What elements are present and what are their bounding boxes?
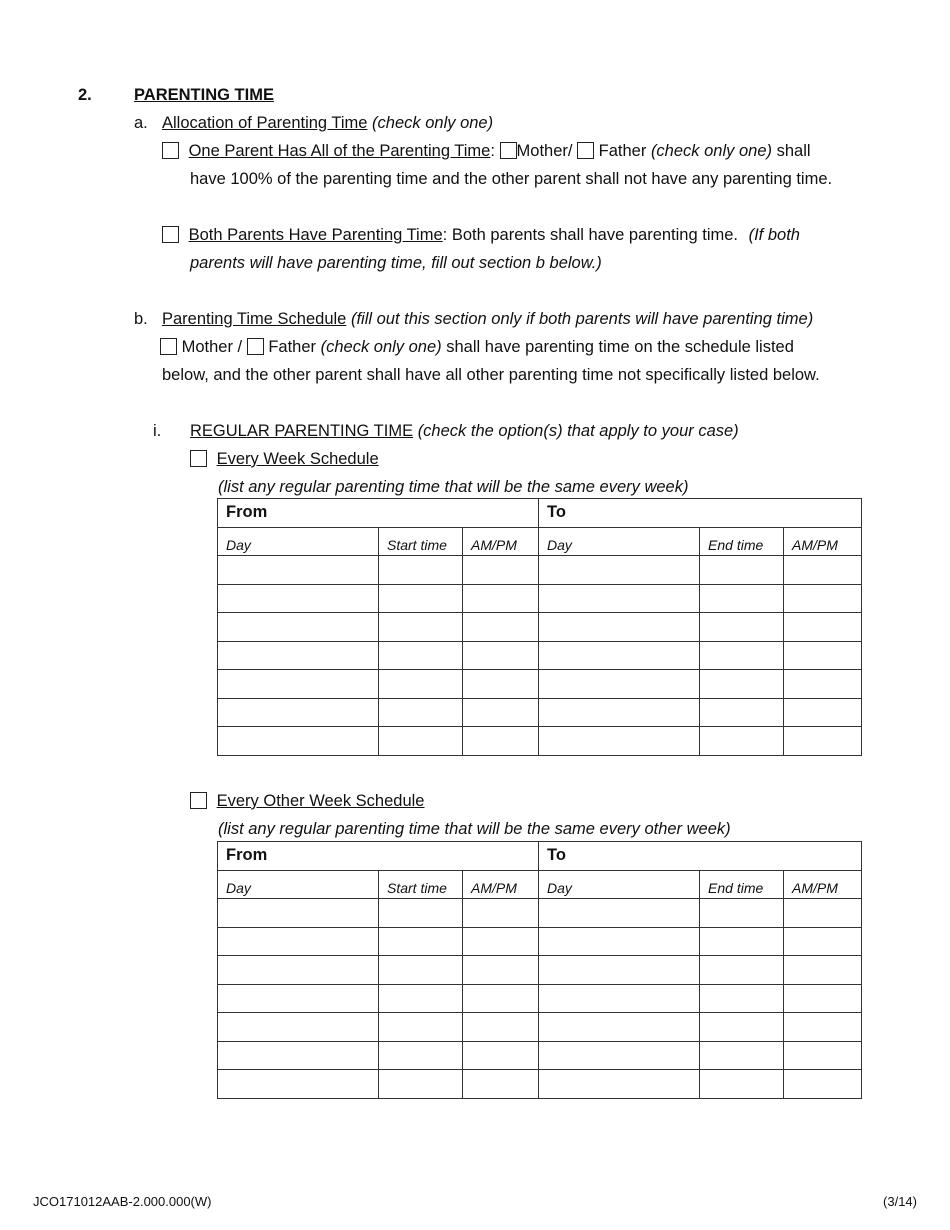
- every-week-checkbox[interactable]: [190, 450, 207, 467]
- col-start-time: Start time: [379, 870, 463, 899]
- section-number: 2.: [78, 86, 92, 104]
- table-cell-input[interactable]: [379, 1070, 463, 1099]
- table-row: [218, 727, 862, 756]
- table-cell-input[interactable]: [784, 613, 862, 642]
- one-parent-tail: shall: [776, 142, 811, 160]
- both-parents-title: Both Parents Have Parenting Time: [188, 226, 443, 244]
- col-end-time: End time: [700, 870, 784, 899]
- table-row: [218, 670, 862, 699]
- col-day: Day: [218, 527, 379, 556]
- schedule-mother-label: Mother /: [181, 338, 243, 356]
- col-day: Day: [218, 870, 379, 899]
- schedule-mother-checkbox[interactable]: [160, 338, 177, 355]
- schedule-tail: shall have parenting time on the schedule listed: [446, 338, 794, 356]
- every-week-title: Every Week Schedule: [216, 450, 379, 468]
- col-start-time: Start time: [379, 527, 463, 556]
- table-row: [218, 698, 862, 727]
- table-cell-input[interactable]: [463, 584, 539, 613]
- table-cell-input[interactable]: [700, 670, 784, 699]
- every-other-week-title: Every Other Week Schedule: [216, 792, 425, 810]
- schedule-father-label: Father: [268, 338, 316, 356]
- table-cell-input[interactable]: [539, 698, 700, 727]
- schedule-line2: below, and the other parent shall have all other parenting time not specifically listed below.: [162, 366, 820, 384]
- table-cell-input[interactable]: [700, 927, 784, 956]
- table-cell-input[interactable]: [700, 613, 784, 642]
- every-week-table: [217, 498, 862, 756]
- table-cell-input[interactable]: [218, 1013, 379, 1042]
- table-cell-input[interactable]: [700, 698, 784, 727]
- table-cell-input[interactable]: [463, 727, 539, 756]
- table-row: [218, 927, 862, 956]
- table-cell-input[interactable]: [784, 727, 862, 756]
- page-number: (3/14): [883, 1194, 917, 1209]
- every-week-note: (list any regular parenting time that will be the same every week): [218, 478, 689, 496]
- table-row: [218, 641, 862, 670]
- table-row: [218, 1013, 862, 1042]
- table-cell-input[interactable]: [539, 956, 700, 985]
- section-title: PARENTING TIME: [134, 86, 274, 104]
- one-parent-note: (check only one): [650, 142, 772, 160]
- one-parent-title: One Parent Has All of the Parenting Time: [188, 142, 491, 160]
- table-cell-input[interactable]: [700, 1070, 784, 1099]
- table-cell-input[interactable]: [218, 1041, 379, 1070]
- table-cell-input[interactable]: [539, 1041, 700, 1070]
- table-cell-input[interactable]: [463, 670, 539, 699]
- every-other-week-checkbox[interactable]: [190, 792, 207, 809]
- table-row: [218, 584, 862, 613]
- table-cell-input[interactable]: [700, 984, 784, 1013]
- subsection-b-title: Parenting Time Schedule: [162, 310, 347, 328]
- table-cell-input[interactable]: [700, 1013, 784, 1042]
- table-cell-input[interactable]: [784, 899, 862, 928]
- table-cell-input[interactable]: [784, 984, 862, 1013]
- table-row: [218, 1070, 862, 1099]
- one-parent-line2: have 100% of the parenting time and the other parent shall not have any parenting time.: [190, 170, 833, 188]
- one-parent-mother-checkbox[interactable]: [500, 142, 517, 159]
- table-cell-input[interactable]: [784, 956, 862, 985]
- col-end-time: End time: [700, 527, 784, 556]
- table-cell-input[interactable]: [700, 556, 784, 585]
- table-cell-input[interactable]: [463, 556, 539, 585]
- table-cell-input[interactable]: [700, 727, 784, 756]
- table-row: [218, 984, 862, 1013]
- table-cell-input[interactable]: [218, 956, 379, 985]
- item-i-label: i.: [153, 422, 162, 440]
- table-cell-input[interactable]: [379, 899, 463, 928]
- both-parents-note1: (If both: [748, 226, 800, 244]
- table-cell-input[interactable]: [218, 927, 379, 956]
- subsection-a-note: (check only one): [372, 114, 494, 132]
- col-ampm: AM/PM: [784, 870, 862, 899]
- from-header: From: [218, 499, 539, 528]
- schedule-father-checkbox[interactable]: [247, 338, 264, 355]
- table-cell-input[interactable]: [218, 556, 379, 585]
- table-cell-input[interactable]: [539, 556, 700, 585]
- regular-parenting-title: REGULAR PARENTING TIME: [190, 422, 414, 440]
- table-cell-input[interactable]: [784, 1070, 862, 1099]
- option-both-parents-line: [162, 225, 800, 245]
- table-cell-input[interactable]: [539, 641, 700, 670]
- form-code: JCO171012AAB-2.000.000(W): [33, 1194, 212, 1209]
- table-cell-input[interactable]: [218, 584, 379, 613]
- table-cell-input[interactable]: [784, 1041, 862, 1070]
- subsection-b-heading: [162, 309, 813, 329]
- one-parent-father-label: Father: [598, 142, 647, 160]
- table-cell-input[interactable]: [700, 956, 784, 985]
- both-parents-text: : Both parents shall have parenting time.: [442, 226, 738, 244]
- table-row: [218, 613, 862, 642]
- table-cell-input[interactable]: [379, 670, 463, 699]
- schedule-note: (check only one): [320, 338, 442, 356]
- to-header: To: [539, 842, 862, 871]
- table-cell-input[interactable]: [700, 584, 784, 613]
- col-ampm: AM/PM: [463, 870, 539, 899]
- table-cell-input[interactable]: [539, 984, 700, 1013]
- regular-parenting-note: (check the option(s) that apply to your case): [417, 422, 739, 440]
- table-cell-input[interactable]: [379, 956, 463, 985]
- subsection-a-heading: [162, 113, 493, 133]
- table-cell-input[interactable]: [218, 984, 379, 1013]
- table-cell-input[interactable]: [539, 613, 700, 642]
- table-cell-input[interactable]: [463, 927, 539, 956]
- subsection-b-note: (fill out this section only if both parents will have parenting time): [350, 310, 814, 328]
- table-cell-input[interactable]: [539, 1070, 700, 1099]
- table-cell-input[interactable]: [463, 698, 539, 727]
- table-cell-input[interactable]: [463, 956, 539, 985]
- table-cell-input[interactable]: [539, 727, 700, 756]
- table-cell-input[interactable]: [539, 899, 700, 928]
- subsection-b-label: b.: [134, 310, 148, 328]
- table-cell-input[interactable]: [784, 698, 862, 727]
- table-row: [218, 556, 862, 585]
- table-cell-input[interactable]: [539, 670, 700, 699]
- table-cell-input[interactable]: [784, 1013, 862, 1042]
- table-cell-input[interactable]: [379, 556, 463, 585]
- table-cell-input[interactable]: [700, 899, 784, 928]
- table-cell-input[interactable]: [218, 613, 379, 642]
- table-cell-input[interactable]: [379, 584, 463, 613]
- every-other-week-table: [217, 841, 862, 1099]
- table-cell-input[interactable]: [218, 899, 379, 928]
- one-parent-colon: :: [490, 142, 495, 160]
- table-cell-input[interactable]: [784, 556, 862, 585]
- col-ampm: AM/PM: [784, 527, 862, 556]
- every-other-week-option: [190, 791, 424, 811]
- subsection-a-title: Allocation of Parenting Time: [162, 114, 368, 132]
- table-cell-input[interactable]: [218, 641, 379, 670]
- one-parent-mother-label: Mother/: [516, 142, 573, 160]
- table-cell-input[interactable]: [539, 1013, 700, 1042]
- table-cell-input[interactable]: [218, 727, 379, 756]
- table-cell-input[interactable]: [379, 727, 463, 756]
- table-cell-input[interactable]: [379, 613, 463, 642]
- option-one-parent-line: [162, 141, 811, 161]
- table-cell-input[interactable]: [218, 698, 379, 727]
- table-cell-input[interactable]: [539, 927, 700, 956]
- item-i-heading: [190, 421, 739, 441]
- table-cell-input[interactable]: [379, 927, 463, 956]
- table-cell-input[interactable]: [700, 641, 784, 670]
- table-cell-input[interactable]: [539, 584, 700, 613]
- table-cell-input[interactable]: [463, 1013, 539, 1042]
- both-parents-note2: parents will have parenting time, fill out section b below.): [190, 254, 602, 272]
- table-cell-input[interactable]: [218, 1070, 379, 1099]
- from-header: From: [218, 842, 539, 871]
- table-cell-input[interactable]: [784, 584, 862, 613]
- table-cell-input[interactable]: [379, 1013, 463, 1042]
- every-week-rows: [218, 556, 862, 756]
- one-parent-father-checkbox[interactable]: [577, 142, 594, 159]
- col-day: Day: [539, 870, 700, 899]
- table-cell-input[interactable]: [463, 613, 539, 642]
- table-cell-input[interactable]: [463, 899, 539, 928]
- table-cell-input[interactable]: [379, 641, 463, 670]
- every-other-week-rows: [218, 899, 862, 1099]
- table-cell-input[interactable]: [463, 1041, 539, 1070]
- table-cell-input[interactable]: [218, 670, 379, 699]
- table-cell-input[interactable]: [463, 641, 539, 670]
- to-header: To: [539, 499, 862, 528]
- table-cell-input[interactable]: [379, 698, 463, 727]
- table-cell-input[interactable]: [784, 641, 862, 670]
- table-cell-input[interactable]: [463, 1070, 539, 1099]
- one-parent-checkbox[interactable]: [162, 142, 179, 159]
- every-other-week-note: (list any regular parenting time that will be the same every other week): [218, 820, 731, 838]
- table-cell-input[interactable]: [784, 670, 862, 699]
- table-row: [218, 899, 862, 928]
- table-row: [218, 1041, 862, 1070]
- col-day: Day: [539, 527, 700, 556]
- table-cell-input[interactable]: [700, 1041, 784, 1070]
- table-cell-input[interactable]: [379, 1041, 463, 1070]
- table-cell-input[interactable]: [379, 984, 463, 1013]
- every-week-option: [190, 449, 379, 469]
- both-parents-checkbox[interactable]: [162, 226, 179, 243]
- schedule-parent-line: [160, 337, 794, 357]
- table-cell-input[interactable]: [784, 927, 862, 956]
- table-row: [218, 956, 862, 985]
- table-cell-input[interactable]: [463, 984, 539, 1013]
- subsection-a-label: a.: [134, 114, 148, 132]
- col-ampm: AM/PM: [463, 527, 539, 556]
